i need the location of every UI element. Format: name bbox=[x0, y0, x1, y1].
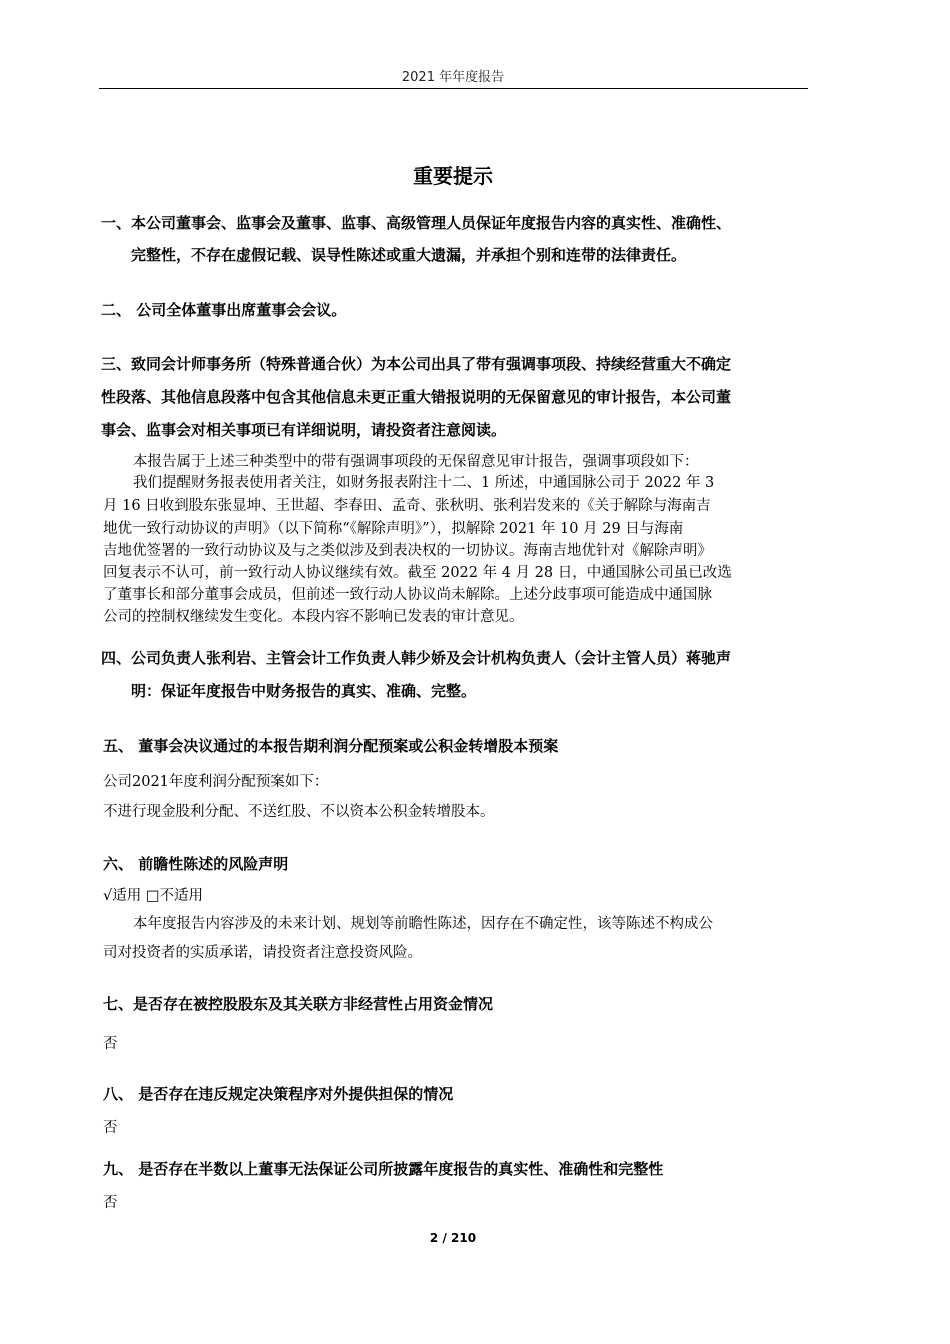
section-7-heading: 七、是否存在被控股股东及其关联方非经营性占用资金情况 bbox=[103, 995, 494, 1013]
section-5-body-2: 不进行现金股利分配、不送红股、不以资本公积金转增股本。 bbox=[103, 804, 495, 820]
audit-paragraph-line: 回复表示不认可，前一致行动人协议继续有效。截至 2022 年 4 月 28 日，中通国脉公司虽已改选 bbox=[103, 565, 732, 581]
audit-paragraph-line: 了董事长和部分董事会成员，但前述一致行动人协议尚未解除。上述分歧事项可能造成中通国脉 bbox=[103, 587, 712, 603]
audit-paragraph-line: 吉地优签署的一致行动协议及与之类似涉及到表决权的一切协议。海南吉地优针对《解除声明》 bbox=[103, 543, 712, 559]
section-1-line-2: 完整性，不存在虚假记载、误导性陈述或重大遗漏，并承担个别和连带的法律责任。 bbox=[131, 246, 687, 264]
section-9-answer: 否 bbox=[103, 1195, 118, 1211]
section-8-answer: 否 bbox=[103, 1120, 118, 1136]
section-2-line-1: 二、 公司全体董事出席董事会会议。 bbox=[101, 301, 347, 319]
audit-paragraph-line: 月 16 日收到股东张显坤、王世超、李春田、孟奇、张秋明、张利岩发来的《关于解除与海南吉 bbox=[103, 498, 711, 514]
audit-paragraph-line: 地优一致行动协议的声明》（以下简称“《解除声明》”），拟解除 2021 年 10 月 29 日与海南 bbox=[103, 521, 684, 537]
section-3-line-1: 三、致同会计师事务所（特殊普通合伙）为本公司出具了带有强调事项段、持续经营重大不确定 bbox=[101, 355, 732, 373]
section-5-body-1: 公司2021年度利润分配预案如下： bbox=[103, 774, 329, 790]
section-5-heading: 五、 董事会决议通过的本报告期利润分配预案或公积金转增股本预案 bbox=[103, 737, 559, 755]
section-6-body-1: 本年度报告内容涉及的未来计划、规划等前瞻性陈述，因存在不确定性，该等陈述不构成公 bbox=[133, 916, 713, 932]
page-title: 重要提示 bbox=[413, 164, 493, 188]
section-6-heading: 六、 前瞻性陈述的风险声明 bbox=[103, 855, 289, 873]
section-3-line-3: 事会、监事会对相关事项已有详细说明，请投资者注意阅读。 bbox=[101, 421, 507, 439]
audit-paragraph-line: 我们提醒财务报表使用者关注，如财务报表附注十二、1 所述，中通国脉公司于 2022 年 3 bbox=[133, 475, 715, 491]
section-1-line-1: 一、本公司董事会、监事会及董事、监事、高级管理人员保证年度报告内容的真实性、准确性、 bbox=[101, 214, 732, 232]
section-4-line-2: 明：保证年度报告中财务报告的真实、准确、完整。 bbox=[131, 682, 477, 700]
header-rule bbox=[99, 88, 808, 89]
applicability-checkbox: √适用 □不适用 bbox=[103, 888, 204, 904]
section-7-answer: 否 bbox=[103, 1036, 118, 1052]
page-number: 2 / 210 bbox=[429, 1231, 477, 1245]
section-8-heading: 八、 是否存在违反规定决策程序对外提供担保的情况 bbox=[103, 1085, 454, 1103]
section-9-heading: 九、 是否存在半数以上董事无法保证公司所披露年度报告的真实性、准确性和完整性 bbox=[103, 1160, 664, 1178]
running-header: 2021 年年度报告 bbox=[401, 70, 505, 85]
audit-paragraph-line: 本报告属于上述三种类型中的带有强调事项段的无保留意见审计报告，强调事项段如下： bbox=[133, 454, 699, 470]
section-6-body-2: 司对投资者的实质承诺，请投资者注意投资风险。 bbox=[103, 945, 422, 961]
section-4-line-1: 四、公司负责人张利岩、主管会计工作负责人韩少娇及会计机构负责人（会计主管人员）蒋驰声 bbox=[101, 649, 732, 667]
section-3-line-2: 性段落、其他信息段落中包含其他信息未更正重大错报说明的无保留意见的审计报告，本公司董 bbox=[101, 388, 732, 406]
audit-paragraph-line: 公司的控制权继续发生变化。本段内容不影响已发表的审计意见。 bbox=[103, 609, 524, 625]
